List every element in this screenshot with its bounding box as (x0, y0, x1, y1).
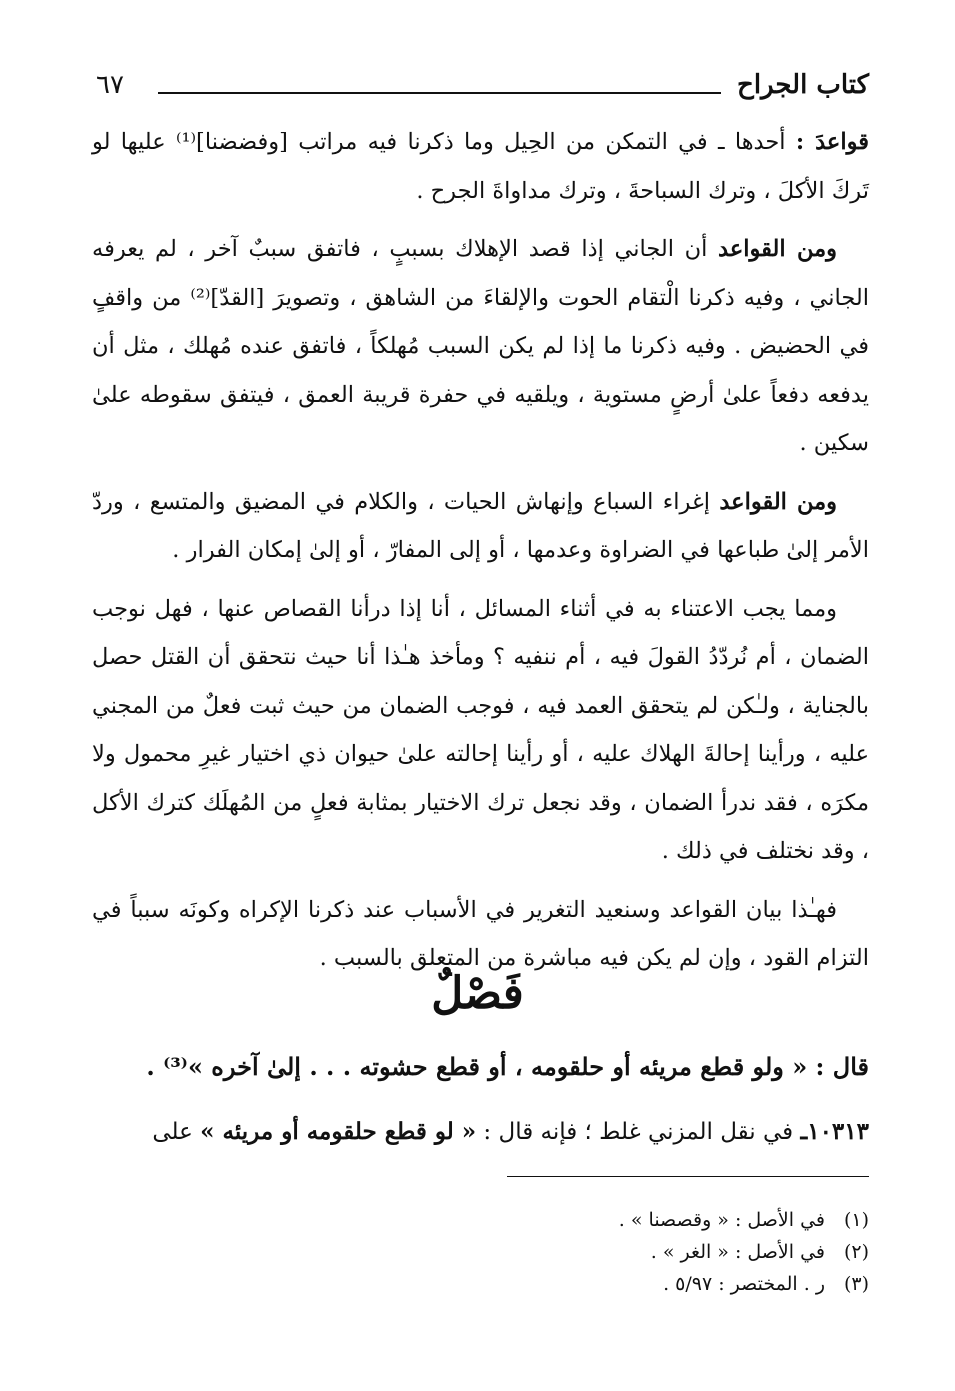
numbered-text-c: على (152, 1119, 201, 1145)
running-header (96, 62, 869, 112)
numbered-text-a: في نقل المزني غلط ؛ فإنه قال : (476, 1119, 801, 1145)
paragraph-text: إغراء السباع وإنهاش الحيات ، والكلام في المضيق والمتسع ، وردّ الأمر إلىٰ طباعها في الضراوة وعدمها ، أو إلى المفارّ ، أو إلىٰ إمكان الفرار . (92, 488, 869, 563)
paragraph-3 (92, 478, 869, 575)
footnote-item (300, 1204, 869, 1236)
footnotes (300, 1204, 869, 1300)
footnote-number: (٣) (843, 1273, 869, 1295)
footnote-item (300, 1236, 869, 1268)
paragraph-text: فهـٰذا بيان القواعد وسنعيد التغرير في الأسباب عند ذكرنا الإكراه وكونَه سبباً في التزام القود ، وإن لم يكن فيه مباشرة من المتعلق بالسبب . (92, 896, 869, 971)
section-heading: فَصْلٌ (431, 968, 524, 1019)
header-rule (158, 92, 721, 94)
paragraph-text: ومما يجب الاعتناء به في أثناء المسائل ، أنا إذا درأنا القصاص عنها ، فهل نوجب الضمان ، أم نُردّدُ القولَ فيه ، أم ننفيه ؟ ومأخذ هـٰذا أنا حيث نتحقق أن القتل حصل بالجناية ، ولـٰكن لم يتحقق العمد فيه ، فوجب الضمان من حيث ثبت فعلٌ من المجني عليه ، ورأينا إحالةَ الهلاك عليه ، أو رأينا إحالته علىٰ حيوان ذي اختيار غيرِ محمول ولا مكرَه ، فقد ندرأ الضمان ، وقد نجعل ترك الاختيار بمثابة فعلٍ من المُهلَك كترك الأكل ، وقد نختلف في ذلك . (92, 595, 869, 864)
main-text (92, 118, 869, 993)
paragraph-lead: قواعدَ : (795, 129, 869, 155)
paragraph-1 (92, 118, 869, 215)
paragraph-number: ١٠٣١٣ـ (800, 1118, 869, 1145)
paragraph-text: أن الجاني إذا قصد الإهلاك بسببٍ ، فاتفق سببٌ آخر ، لم يعرفه الجاني ، وفيه ذكرنا الْتقام الحوت والإلقاءَ من الشاهق ، وتصويرَ [القدّ]⁽²⁾ من واقفٍ في الحضيض . وفيه ذكرنا ما إذا لم يكن السبب مُهلكاً ، فاتفق عنده مُهلك ، مثل أن يدفعه دفعاً علىٰ أرضٍ مستوية ، ويلقيه في حفرة قريبة العمق ، فيتفق سقوطه علىٰ سكين . (92, 236, 869, 456)
paragraph-4 (92, 585, 869, 876)
quoted-statement: قال : « ولو قطع مريئه أو حلقومه ، أو قطع حشوته . . . إلىٰ آخره »⁽³⁾ . (146, 1052, 869, 1081)
numbered-quote: « لو قطع حلقومه أو مريئه » (200, 1118, 477, 1145)
footnote-text: ر . المختصر : ٥/٩٧ . (663, 1273, 825, 1295)
footnote-separator (507, 1176, 869, 1177)
footnote-number: (١) (843, 1209, 869, 1231)
paragraph-2 (92, 225, 869, 468)
footnote-text: في الأصل : « الغر » . (650, 1241, 825, 1263)
numbered-paragraph (92, 1118, 869, 1145)
page-number: ٦٧ (96, 70, 124, 100)
footnote-text: في الأصل : « وقصصنا » . (618, 1209, 825, 1231)
footnote-number: (٢) (843, 1241, 869, 1263)
chapter-title: كتاب الجراح (737, 70, 869, 100)
paragraph-lead: ومن القواعد (719, 488, 837, 515)
paragraph-text: أحدها ـ في التمكن من الحِيل وما ذكرنا فيه مراتب [وفضضنا]⁽¹⁾ عليها لو تَركَ الأكلَ ، وترك السباحةَ ، وترك مداواةَ الجرح . (92, 129, 869, 204)
paragraph-lead: ومن القواعد (718, 236, 837, 262)
footnote-item (300, 1268, 869, 1300)
